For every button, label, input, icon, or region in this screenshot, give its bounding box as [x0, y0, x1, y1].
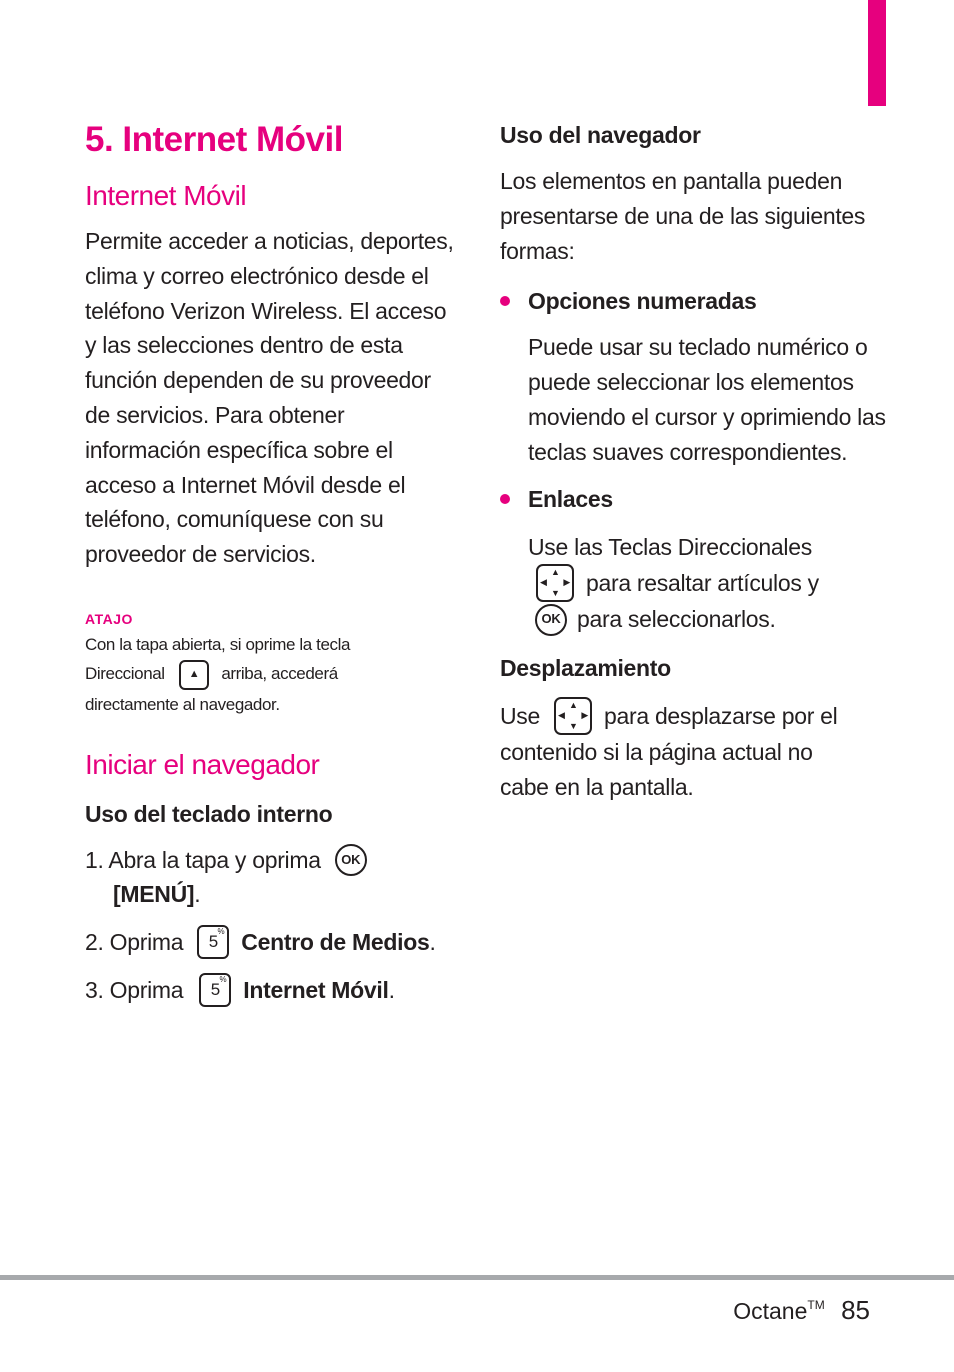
intro-paragraph: Permite acceder a noticias, deportes, clima y correo electrónico desde el teléfono Verizon Wireless. El acceso y las selecciones dentro de esta función dependen de su proveedor de servicios. Para obtener información específica sobre el acceso a Internet Móvil desde el teléfono, comuníquese con su proveedor de servicios.: [85, 228, 454, 568]
key-5-symbol: %: [219, 975, 227, 985]
step-2-target: Centro de Medios: [241, 929, 430, 956]
chapter-tab: [868, 0, 886, 106]
bullet-2-line-3-text: para seleccionarlos.: [577, 606, 776, 633]
section-heading-internet-movil: Internet Móvil: [85, 180, 247, 211]
nav-up-key-icon: ▲: [179, 660, 209, 690]
key-5-icon: [197, 925, 229, 959]
key-5-digit: 5: [210, 980, 220, 1000]
subheading-uso-navegador: Uso del navegador: [500, 122, 701, 148]
key-5-digit: 5: [208, 932, 218, 952]
chapter-title: 5. Internet Móvil: [85, 120, 343, 159]
step-3-target: Internet Móvil: [243, 977, 389, 1004]
bullet-2-line-2-text: para resaltar artículos y: [586, 569, 819, 596]
shortcut-line-2-start: Direccional: [85, 664, 165, 684]
shortcut-line-2: [85, 659, 460, 690]
ok-key-icon: OK: [535, 604, 567, 636]
scroll-line-1-start: Use: [500, 702, 541, 729]
step-1: [85, 843, 460, 911]
nav-key-icon: ▲ ▼ ◀ ▶: [536, 564, 574, 602]
browser-paragraph: Los elementos en pantalla pueden presentarse de una de las siguientes formas:: [500, 168, 866, 264]
shortcut-line-1: Con la tapa abierta, si oprime la tecla: [85, 634, 351, 654]
subheading-teclado-interno: Uso del teclado interno: [85, 801, 333, 828]
step-3-period: .: [388, 977, 395, 1004]
key-5-icon: [199, 973, 231, 1007]
step-3-text: 3. Oprima: [85, 977, 184, 1004]
shortcut-box: [85, 610, 460, 720]
subheading-desplazamiento: Desplazamiento: [500, 655, 671, 682]
step-1-period: .: [194, 881, 201, 908]
footer-brand: Octane: [733, 1298, 808, 1324]
left-column: [85, 118, 460, 1007]
section-heading-iniciar-navegador: Iniciar el navegador: [85, 749, 320, 781]
page-footer: [733, 1290, 870, 1326]
step-2: [85, 925, 460, 959]
footer-rule: [0, 1275, 954, 1280]
bullet-enlaces: [500, 484, 890, 514]
step-3: [85, 973, 460, 1007]
step-2-period: .: [429, 929, 436, 956]
right-column: [500, 118, 890, 805]
bullet-1-text: Puede usar su teclado numérico o puede seleccionar los elementos moviendo el cursor y oprimiendo las teclas suaves correspondientes.: [528, 334, 886, 465]
step-1-menu-label: [MENÚ]: [113, 881, 195, 908]
footer-trademark: TM: [807, 1298, 825, 1312]
step-2-text: 2. Oprima: [85, 929, 184, 956]
shortcut-title: ATAJO: [85, 610, 133, 627]
bullet-1-title: Opciones numeradas: [528, 288, 757, 315]
step-1-text: 1. Abra la tapa y oprima: [85, 847, 321, 874]
bullet-icon: [500, 494, 510, 504]
shortcut-line-3: directamente al navegador.: [85, 694, 280, 714]
bullet-opciones-numeradas: [500, 286, 890, 316]
bullet-icon: [500, 296, 510, 306]
bullet-2-line-3: [500, 602, 890, 637]
scroll-line-1-end: para desplazarse por el: [604, 702, 838, 729]
bullet-2-title: Enlaces: [528, 485, 613, 512]
shortcut-line-2-end: arriba, accederá: [221, 664, 338, 684]
ok-key-icon: OK: [335, 844, 367, 876]
scroll-paragraph: contenido si la página actual no cabe en la pantalla.: [500, 739, 813, 800]
bullet-2-line-2: [500, 564, 890, 602]
nav-key-icon: ▲ ▼ ◀ ▶: [554, 697, 592, 735]
page-number: 85: [841, 1295, 870, 1325]
scroll-line-1: [500, 697, 890, 735]
key-5-symbol: %: [217, 927, 225, 937]
bullet-2-line-1: Use las Teclas Direccionales: [528, 533, 812, 560]
